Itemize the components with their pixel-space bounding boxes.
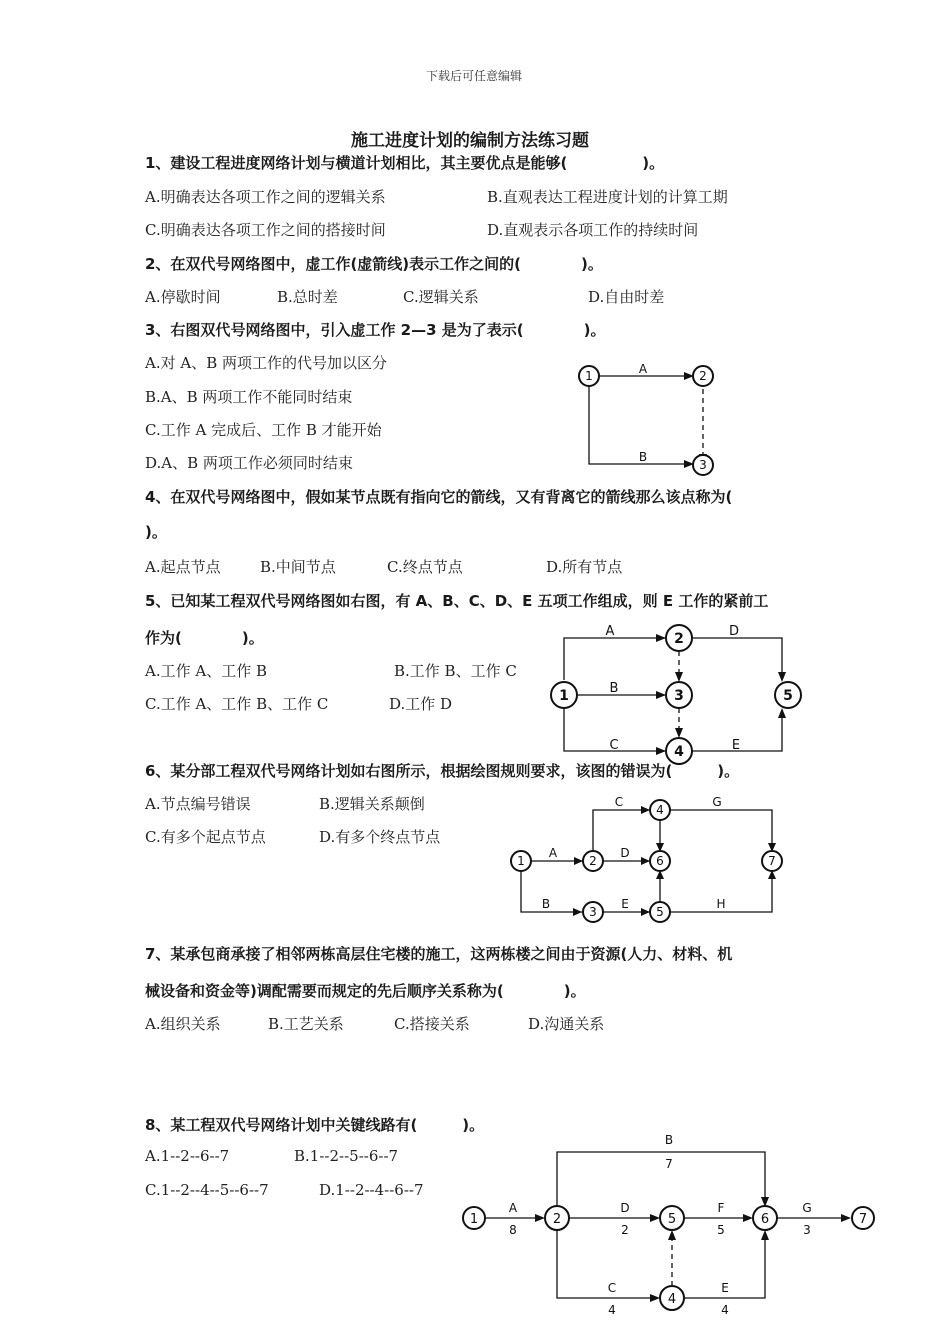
q2-option-a: A.停歇时间 (145, 288, 221, 306)
q8-label-a: A (508, 1201, 518, 1215)
q5-label-a: A (605, 624, 615, 639)
q5-node-4-label: 4 (674, 744, 684, 760)
q5-node-3-label: 3 (674, 688, 684, 704)
q6-arrow-b (521, 870, 582, 912)
q1-option-c: C.明确表达各项工作之间的搭接时间 (145, 221, 386, 239)
q8-label-g: G (802, 1201, 812, 1215)
q8-duration-e: 4 (721, 1303, 729, 1317)
q6-label-a: A (548, 846, 558, 860)
q5-option-d: D.工作 D (389, 695, 453, 713)
q8-stem: 8、某工程双代号网络计划中关键线路有( )。 (145, 1116, 485, 1134)
q8-label-e: E (721, 1281, 729, 1295)
q3-stem: 3、右图双代号网络图中，引入虚工作 2—3 是为了表示( )。 (145, 321, 606, 339)
q8-label-f: F (717, 1201, 725, 1215)
q8-arrow-b (557, 1152, 765, 1206)
q8-label-b: B (664, 1133, 674, 1147)
q3-option-a: A.对 A、B 两项工作的代号加以区分 (145, 354, 387, 372)
q6-option-c: C.有多个起点节点 (145, 828, 266, 846)
q6-label-g: G (712, 795, 722, 809)
q2-option-c: C.逻辑关系 (403, 288, 479, 306)
q8-node-1-label: 1 (469, 1212, 479, 1227)
q3-option-b: B.A、B 两项工作不能同时结束 (145, 388, 353, 406)
q4-option-a: A.起点节点 (145, 558, 221, 576)
q3-label-a: A (638, 362, 648, 376)
q5-label-e: E (731, 738, 741, 753)
q6-label-d: D (620, 846, 630, 860)
q6-node-4-label: 4 (656, 803, 664, 817)
q3-node-1-label: 1 (585, 369, 593, 383)
q8-network-diagram (455, 1130, 885, 1325)
q8-duration-g: 3 (803, 1223, 811, 1237)
q5-node-1-label: 1 (559, 688, 569, 704)
q8-option-a: A.1--2--6--7 (145, 1147, 230, 1165)
q6-label-h: H (716, 897, 726, 911)
q7-option-d: D.沟通关系 (528, 1015, 605, 1033)
q3-option-c: C.工作 A 完成后、工作 B 才能开始 (145, 421, 382, 439)
q8-node-2-label: 2 (552, 1212, 562, 1227)
q6-node-7-label: 7 (768, 854, 776, 868)
q5-label-c: C (609, 738, 619, 753)
q4-option-c: C.终点节点 (387, 558, 463, 576)
q8-label-c: C (607, 1281, 617, 1295)
q7-option-a: A.组织关系 (145, 1015, 221, 1033)
q8-duration-a: 8 (509, 1223, 517, 1237)
q4-option-d: D.所有节点 (546, 558, 623, 576)
q1-option-b: B.直观表达工程进度计划的计算工期 (487, 188, 728, 206)
q1-option-d: D.直观表示各项工作的持续时间 (487, 221, 699, 239)
q8-node-6-label: 6 (760, 1212, 770, 1227)
q8-option-d: D.1--2--4--6--7 (319, 1181, 424, 1199)
q6-stem: 6、某分部工程双代号网络计划如右图所示，根据绘图规则要求，该图的错误为( )。 (145, 762, 740, 780)
q8-node-4-label: 4 (667, 1292, 677, 1307)
q5-node-5-label: 5 (783, 688, 793, 704)
q6-node-5-label: 5 (656, 905, 664, 919)
q4-stem-line1: 4、在双代号网络图中，假如某节点既有指向它的箭线，又有背离它的箭线那么该点称为( (145, 488, 733, 506)
q5-arrow-a (564, 638, 668, 680)
page-title: 施工进度计划的编制方法练习题 (351, 131, 589, 151)
q3-node-3-label: 3 (699, 458, 707, 472)
q5-stem-line2: 作为( )。 (145, 629, 264, 647)
q8-label-d: D (620, 1201, 630, 1215)
q8-duration-b: 7 (665, 1157, 673, 1171)
q5-label-d: D (728, 624, 740, 639)
q5-option-b: B.工作 B、工作 C (394, 662, 517, 680)
q6-option-a: A.节点编号错误 (145, 795, 251, 813)
q3-node-2-label: 2 (699, 369, 707, 383)
q7-option-c: C.搭接关系 (394, 1015, 470, 1033)
q2-option-b: B.总时差 (277, 288, 338, 306)
q6-option-d: D.有多个终点节点 (319, 828, 441, 846)
q1-stem: 1、建设工程进度网络计划与横道计划相比，其主要优点是能够( )。 (145, 154, 665, 172)
q7-stem-line2: 械设备和资金等)调配需要而规定的先后顺序关系称为( )。 (145, 982, 586, 1000)
q6-node-3-label: 3 (589, 905, 597, 919)
q5-option-c: C.工作 A、工作 B、工作 C (145, 695, 329, 713)
q6-label-b: B (541, 897, 551, 911)
q5-option-a: A.工作 A、工作 B (145, 662, 267, 680)
q4-stem-line2: )。 (145, 523, 167, 541)
q8-option-c: C.1--2--4--5--6--7 (145, 1181, 269, 1199)
q2-option-d: D.自由时差 (588, 288, 665, 306)
q8-duration-c: 4 (608, 1303, 616, 1317)
q8-node-5-label: 5 (667, 1212, 677, 1227)
q5-stem-line1: 5、已知某工程双代号网络图如右图，有 A、B、C、D、E 五项工作组成，则 E 工作的紧前工 (145, 592, 769, 610)
q6-node-6-label: 6 (656, 854, 664, 868)
q2-stem: 2、在双代号网络图中，虚工作(虚箭线)表示工作之间的( )。 (145, 255, 603, 273)
q6-node-2-label: 2 (589, 854, 597, 868)
q6-node-1-label: 1 (517, 854, 525, 868)
q5-network-diagram (540, 620, 810, 770)
q6-option-b: B.逻辑关系颠倒 (319, 795, 425, 813)
q4-option-b: B.中间节点 (260, 558, 336, 576)
q5-node-2-label: 2 (674, 631, 684, 647)
q8-option-b: B.1--2--5--6--7 (294, 1147, 399, 1165)
q6-label-c: C (614, 795, 624, 809)
q3-network-diagram (570, 360, 720, 480)
q3-label-b: B (638, 450, 648, 464)
q1-option-a: A.明确表达各项工作之间的逻辑关系 (145, 188, 386, 206)
q8-duration-d: 2 (621, 1223, 629, 1237)
q7-option-b: B.工艺关系 (268, 1015, 344, 1033)
q5-arrow-d (692, 638, 782, 676)
q7-stem-line1: 7、某承包商承接了相邻两栋高层住宅楼的施工，这两栋楼之间由于资源(人力、材料、机 (145, 945, 733, 963)
q5-label-b: B (609, 681, 619, 696)
q8-node-7-label: 7 (858, 1212, 868, 1227)
q6-arrow-g (670, 810, 772, 846)
q6-label-e: E (621, 897, 629, 911)
q3-option-d: D.A、B 两项工作必须同时结束 (145, 454, 353, 472)
q8-duration-f: 5 (717, 1223, 725, 1237)
page-header: 下载后可任意编辑 (426, 69, 523, 83)
q6-network-diagram (505, 790, 795, 930)
